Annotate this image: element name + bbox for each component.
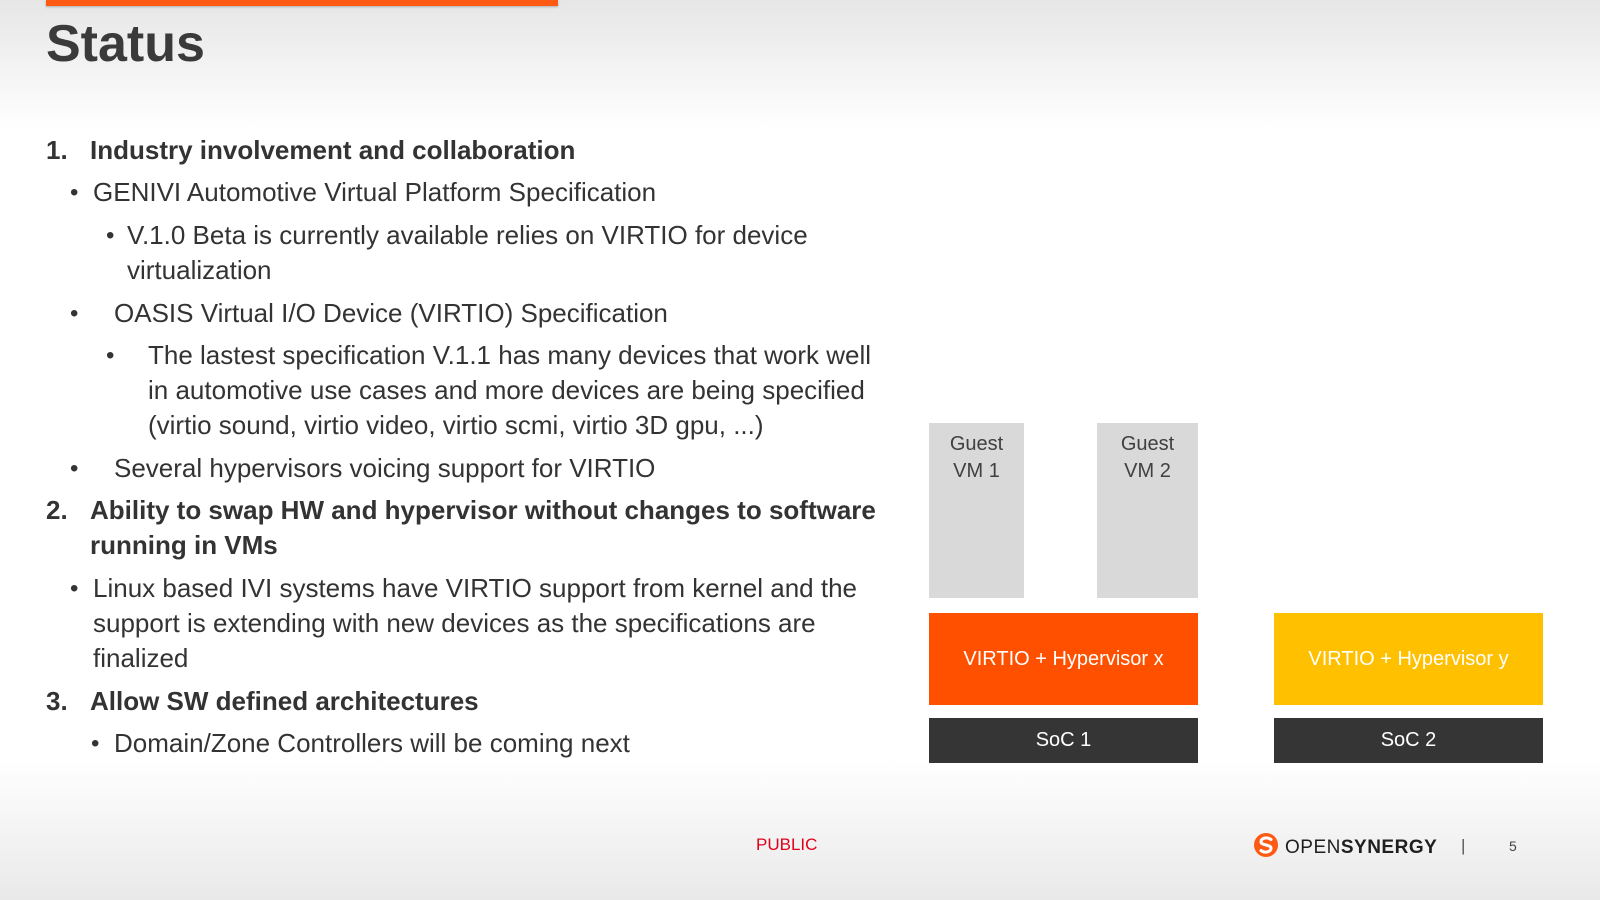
list-item-domain-controllers: Domain/Zone Controllers will be coming next	[114, 728, 630, 758]
section-1-heading: Industry involvement and collaboration	[90, 135, 576, 165]
guest-vm-2-label-line-2: VM 2	[1124, 460, 1171, 482]
hypervisor-y-box	[1274, 613, 1543, 705]
hypervisor-y-label: VIRTIO + Hypervisor y	[1308, 647, 1509, 670]
list-item-genivi-beta-line-1: V.1.0 Beta is currently available relies on VIRTIO for device	[127, 220, 808, 250]
bullet-icon: •	[106, 342, 115, 369]
hypervisor-x-label: VIRTIO + Hypervisor x	[963, 647, 1164, 670]
bullet-icon: •	[70, 455, 79, 482]
section-2-number: 2.	[46, 495, 68, 525]
bullet-icon: •	[106, 222, 115, 249]
opensynergy-logo	[1253, 832, 1437, 863]
list-item-oasis-spec-line-1: The lastest specification V.1.1 has many devices that work well	[148, 340, 872, 370]
list-item-linux-line-3: finalized	[93, 643, 189, 673]
brand-name: OPENSYNERGY	[1285, 836, 1438, 858]
soc-2-label: SoC 2	[1380, 729, 1437, 751]
section-2-heading-line-2: running in VMs	[90, 530, 278, 560]
soc-2-box	[1274, 718, 1543, 763]
guest-vm-2-box	[1097, 423, 1198, 598]
guest-vm-1-label-line-1: Guest	[949, 433, 1004, 455]
slide-title: Status	[46, 15, 205, 73]
list-item-oasis: OASIS Virtual I/O Device (VIRTIO) Specification	[114, 298, 668, 328]
soc-1-box	[929, 718, 1198, 763]
guest-vm-2-label-line-1: Guest	[1120, 433, 1175, 455]
section-3-number: 3.	[46, 686, 68, 716]
guest-vm-1-box	[929, 423, 1024, 598]
list-item-linux-line-2: support is extending with new devices as the specifications are	[93, 608, 816, 638]
section-1-number: 1.	[46, 135, 68, 165]
page-number: 5	[1509, 838, 1517, 854]
hypervisor-x-box	[929, 613, 1198, 705]
footer-separator: |	[1461, 836, 1466, 855]
list-item-linux-line-1: Linux based IVI systems have VIRTIO support from kernel and the	[93, 573, 858, 603]
section-3-heading: Allow SW defined architectures	[90, 686, 479, 716]
bullet-icon: •	[70, 300, 79, 327]
guest-vm-1-label-line-2: VM 1	[953, 460, 1000, 482]
bullet-icon: •	[70, 179, 79, 206]
bullet-icon: •	[70, 575, 79, 602]
list-item-hypervisors: Several hypervisors voicing support for VIRTIO	[114, 453, 656, 483]
list-item-oasis-spec-line-3: (virtio sound, virtio video, virtio scmi, virtio 3D gpu, ...)	[148, 410, 764, 440]
list-item-genivi-beta-line-2: virtualization	[127, 255, 272, 285]
list-item-genivi: GENIVI Automotive Virtual Platform Specification	[93, 177, 657, 207]
section-2-heading-line-1: Ability to swap HW and hypervisor without changes to software	[90, 495, 876, 525]
title-accent-bar	[46, 0, 558, 6]
classification-label: PUBLIC	[756, 835, 818, 854]
bullet-icon: •	[91, 730, 100, 757]
soc-1-label: SoC 1	[1035, 729, 1092, 751]
opensynergy-logo-icon	[1253, 832, 1279, 863]
list-item-oasis-spec-line-2: in automotive use cases and more devices are being specified	[148, 375, 865, 405]
